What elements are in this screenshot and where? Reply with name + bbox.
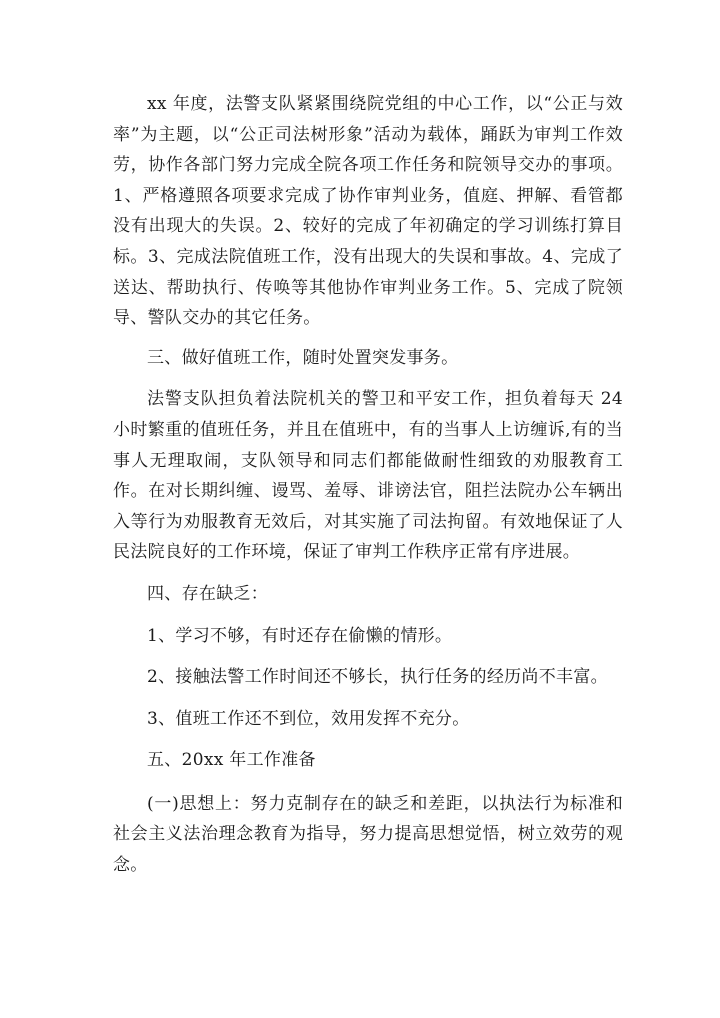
paragraph-duty-work: 法警支队担负着法院机关的警卫和平安工作，担负着每天 24 小时繁重的值班任务，并且在值班中，有的当事人上访缠诉,有的当事人无理取闹，支队领导和同志们都能做耐性细致的劝服教育工作。在对长期纠缠、谩骂、羞辱、诽谤法官，阻拦法院办公车辆出入等行为劝服教育无效后，对其实施了司法拘留。有效地保证了人民法院良好的工作环境，保证了审判工作秩序正常有序进展。 [113,389,623,563]
paragraph-work-summary: xx 年度，法警支队紧紧围绕院党组的中心工作，以“公正与效率”为主题，以“公正司法树形象”活动为载体，踊跃为审判工作效劳，协作各部门努力完成全院各项工作任务和院领导交办的事项。1、严格遵照各项要求完成了协作审判业务，值庭、押解、看管都没有出现大的失误。2、较好的完成了年初确定的学习训练打算目标。3、完成法院值班工作，没有出现大的失误和事故。4、完成了送达、帮助执行、传唤等其他协作审判业务工作。5、完成了院领导、警队交办的其它任务。 [113,94,623,329]
heading-section-four: 四、存在缺乏： [147,583,269,604]
list-item-shortcoming-3: 3、值班工作还不到位，效用发挥不充分。 [147,708,470,729]
document-body [113,89,623,881]
list-item-shortcoming-1: 1、学习不够，有时还存在偷懒的情形。 [147,625,453,646]
paragraph-ideology-plan: (一)思想上：努力克制存在的缺乏和差距，以执法行为标准和社会主义法治理念教育为指导，努力提高思想觉悟，树立效劳的观念。 [113,793,623,876]
heading-section-three: 三、做好值班工作，随时处置突发事务。 [147,347,459,368]
heading-section-five: 五、20xx 年工作准备 [147,750,316,771]
list-item-shortcoming-2: 2、接触法警工作时间还不够长，执行任务的经历尚不丰富。 [147,667,608,688]
